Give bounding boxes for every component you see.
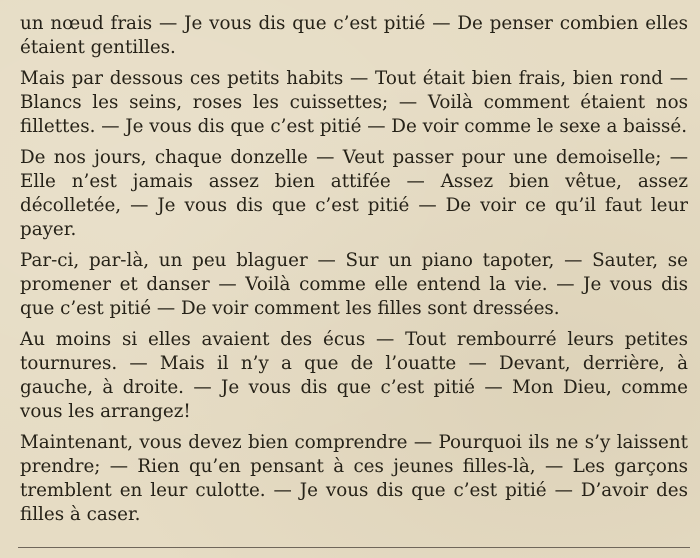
paragraph-3: De nos jours, chaque donzelle — Veut passer pour une demoiselle; — Elle n’est jamais assez bien attifée — Assez bien vêtue, assez décolletée, — Je vous dis que c’est pitié — De voir ce qu’il faut leur payer. xyxy=(20,147,688,240)
paragraph-6: Maintenant, vous devez bien comprendre — Pourquoi ils ne s’y laissent prendre; — Rien qu’en pensant à ces jeunes filles-là, — Les garçons tremblent en leur culotte. — Je vous dis que c’est pitié — D’avoir des filles à caser. xyxy=(20,432,688,525)
paragraph-4: Par-ci, par-là, un peu blaguer — Sur un piano tapoter, — Sauter, se promener et danser — Voilà comme elle entend la vie. — Je vous dis que c’est pitié — De voir comment les filles sont dressées. xyxy=(20,250,688,319)
paragraph-2: Mais par dessous ces petits habits — Tout était bien frais, bien rond — Blancs les seins, roses les cuissettes; — Voilà comment étaient nos fillettes. — Je vous dis que c’est pitié — De voir comme le sexe a baissé. xyxy=(20,68,688,137)
paragraph-1: un nœud frais — Je vous dis que c’est pitié — De penser combien elles étaient gentilles. xyxy=(20,13,688,58)
poem-text xyxy=(20,12,688,534)
paragraph-5: Au moins si elles avaient des écus — Tout rembourré leurs petites tournures. — Mais il n’y a que de l’ouatte — Devant, derrière, à gauche, à droite. — Je vous dis que c’est pitié — Mon Dieu, comme vous les arrangez! xyxy=(20,329,688,422)
bottom-divider xyxy=(18,547,690,548)
